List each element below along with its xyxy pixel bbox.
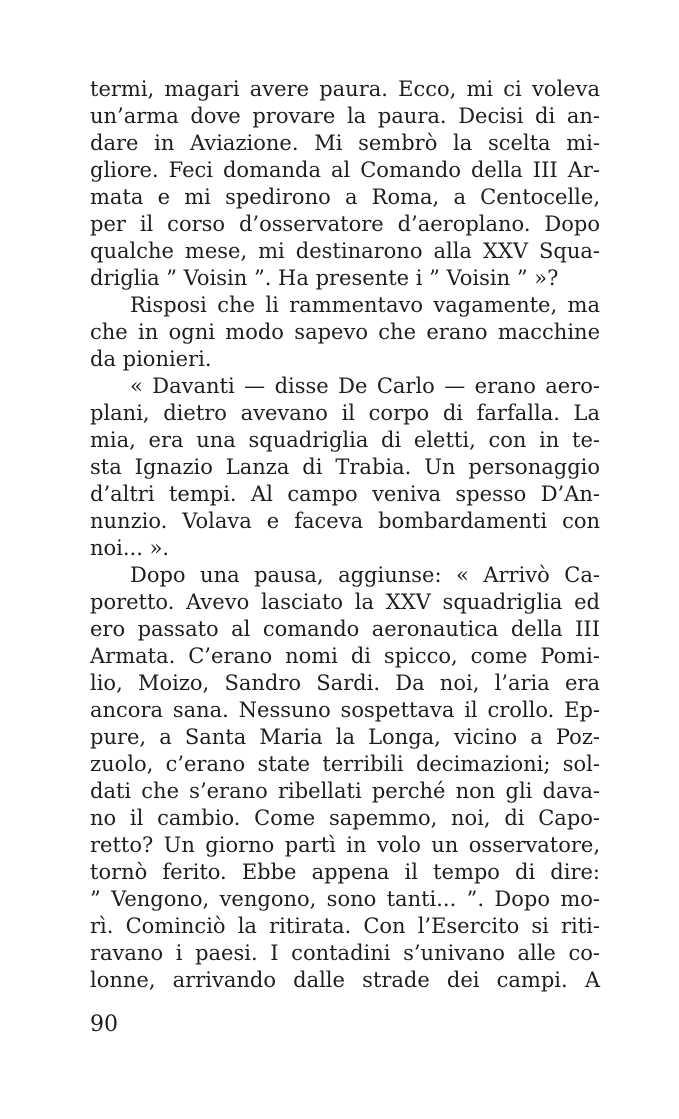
paragraph xyxy=(90,373,600,562)
text-line: retto? Un giorno partì in volo un osservatore, xyxy=(90,833,600,857)
text-line: pure, a Santa Maria la Longa, vicino a Poz- xyxy=(90,725,600,749)
text-line: rì. Cominciò la ritirata. Con l’Esercito si riti- xyxy=(90,914,600,938)
text-line: un’arma dove provare la paura. Decisi di an- xyxy=(90,104,600,128)
text-line: driglia ” Voisin ”. Ha presente i ” Voisin ” »? xyxy=(90,266,559,290)
text-line: che in ogni modo sapevo che erano macchine xyxy=(90,320,600,344)
text-line: mata e mi spedirono a Roma, a Centocelle, xyxy=(90,185,600,209)
body-text xyxy=(90,76,600,994)
text-line: Armata. C’erano nomi di spicco, come Pomi- xyxy=(90,644,600,668)
text-line: lio, Moizo, Sandro Sardi. Da noi, l’aria era xyxy=(90,671,600,695)
text-line: poretto. Avevo lasciato la XXV squadriglia ed xyxy=(90,590,600,614)
text-line: Risposi che li rammentavo vagamente, ma xyxy=(130,293,600,317)
text-line: noi... ». xyxy=(90,536,170,560)
text-line: Dopo una pausa, aggiunse: « Arrivò Ca- xyxy=(130,563,600,587)
text-line: lonne, arrivando dalle strade dei campi. A xyxy=(90,968,600,992)
text-line: d’altri tempi. Al campo veniva spesso D’An- xyxy=(90,482,600,506)
paragraph xyxy=(90,76,600,292)
text-line: no il cambio. Come sapemmo, noi, di Capo- xyxy=(90,806,600,830)
text-line: ero passato al comando aeronautica della III xyxy=(90,617,600,641)
text-line: tornò ferito. Ebbe appena il tempo di dire: xyxy=(90,860,600,884)
text-line: gliore. Feci domanda al Comando della III Ar- xyxy=(90,158,600,182)
text-line: dare in Aviazione. Mi sembrò la scelta mi- xyxy=(90,131,600,155)
text-line: sta Ignazio Lanza di Trabia. Un personaggio xyxy=(90,455,600,479)
text-line: mia, era una squadriglia di eletti, con in te- xyxy=(90,428,600,452)
text-line: da pionieri. xyxy=(90,347,212,371)
text-line: qualche mese, mi destinarono alla XXV Squa- xyxy=(90,239,600,263)
text-line: dati che s’erano ribellati perché non gli dava- xyxy=(90,779,600,803)
page-number: 90 xyxy=(90,1012,118,1037)
paragraph xyxy=(90,562,600,994)
text-line: ancora sana. Nessuno sospettava il crollo. Ep- xyxy=(90,698,600,722)
text-line: « Davanti — disse De Carlo — erano aero- xyxy=(130,374,600,398)
text-line: termi, magari avere paura. Ecco, mi ci voleva xyxy=(90,77,600,101)
text-line: per il corso d’osservatore d’aeroplano. Dopo xyxy=(90,212,600,236)
text-line: zuolo, c’erano state terribili decimazioni; sol- xyxy=(90,752,600,776)
text-line: ravano i paesi. I contadini s’univano alle co- xyxy=(90,941,600,965)
paragraph xyxy=(90,292,600,373)
text-line: ” Vengono, vengono, sono tanti... ”. Dopo mo- xyxy=(90,887,600,911)
text-line: plani, dietro avevano il corpo di farfalla. La xyxy=(90,401,600,425)
text-line: nunzio. Volava e faceva bombardamenti con xyxy=(90,509,600,533)
